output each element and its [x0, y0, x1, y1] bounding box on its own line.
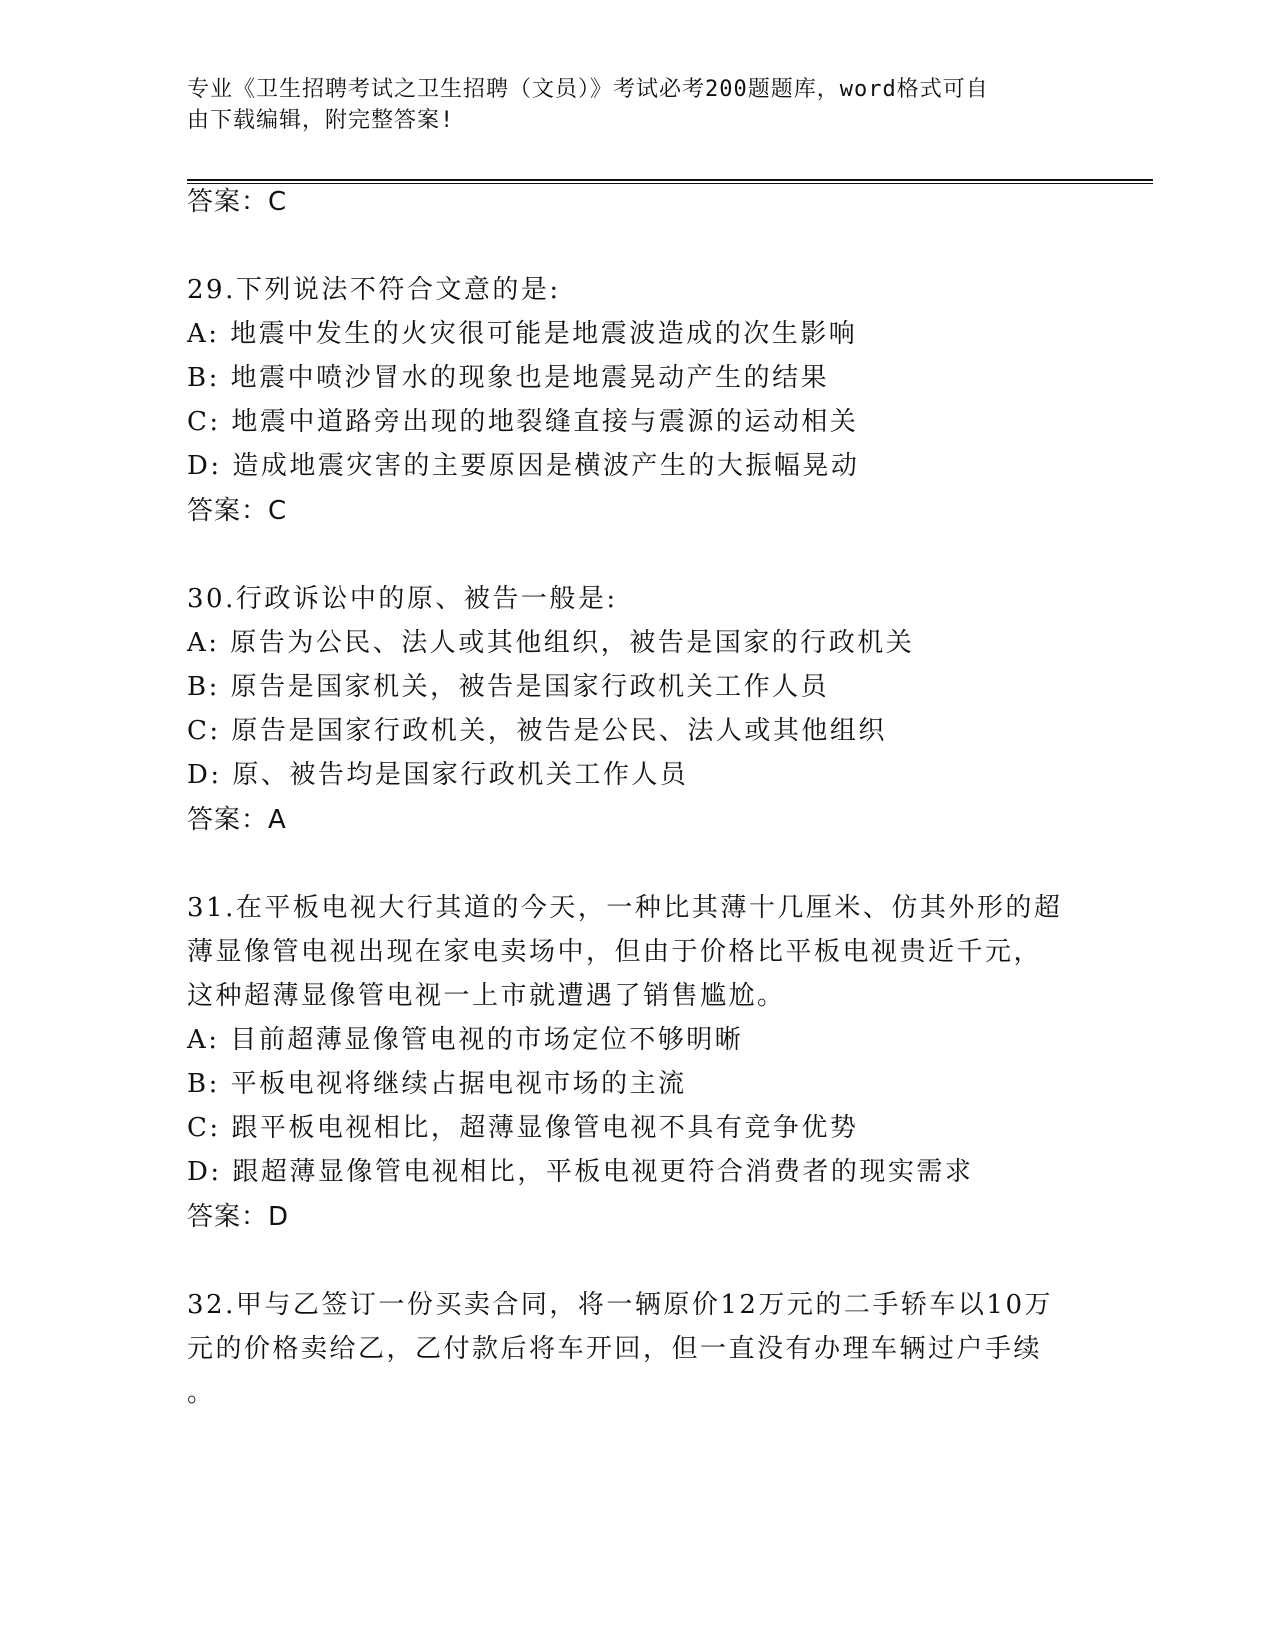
question-31-line-3: 这种超薄显像管电视一上市就遭遇了销售尴尬。 [187, 981, 786, 1011]
question-29-option-d: D: 造成地震灾害的主要原因是横波产生的大振幅晃动 [187, 451, 860, 481]
document-header [187, 74, 1067, 136]
question-30-option-b: B: 原告是国家机关，被告是国家行政机关工作人员 [187, 672, 830, 702]
header-line-1: 专业《卫生招聘考试之卫生招聘（文员）》考试必考200题题库，word格式可自 [187, 77, 989, 102]
answer-30: 答案：A [187, 805, 287, 835]
question-31-line-1: 31.在平板电视大行其道的今天，一种比其薄十几厘米、仿其外形的超 [187, 893, 1063, 923]
answer-31: 答案：D [187, 1202, 290, 1232]
question-30-option-d: D: 原、被告均是国家行政机关工作人员 [187, 760, 689, 790]
answer-29: 答案：C [187, 496, 288, 526]
header-rule-thick [187, 179, 1153, 181]
question-32-line-1: 32.甲与乙签订一份买卖合同，将一辆原价12万元的二手轿车以10万 [187, 1290, 1054, 1320]
header-line-2: 由下载编辑，附完整答案! [187, 108, 455, 133]
question-32-line-2: 元的价格卖给乙，乙付款后将车开回，但一直没有办理车辆过户手续 [187, 1334, 1043, 1364]
question-30-option-c: C: 原告是国家行政机关，被告是公民、法人或其他组织 [187, 716, 887, 746]
question-30: 30.行政诉讼中的原、被告一般是: [187, 584, 618, 614]
question-32-line-3: 。 [187, 1378, 216, 1408]
question-29-option-c: C: 地震中道路旁出现的地裂缝直接与震源的运动相关 [187, 407, 859, 437]
question-29-option-a: A: 地震中发生的火灾很可能是地震波造成的次生影响 [187, 319, 858, 349]
question-31-line-2: 薄显像管电视出现在家电卖场中，但由于价格比平板电视贵近千元， [187, 937, 1043, 967]
question-31-option-c: C: 跟平板电视相比，超薄显像管电视不具有竞争优势 [187, 1113, 859, 1143]
question-31-option-a: A: 目前超薄显像管电视的市场定位不够明晰 [187, 1025, 744, 1055]
question-30-option-a: A: 原告为公民、法人或其他组织，被告是国家的行政机关 [187, 628, 915, 658]
question-31-option-d: D: 跟超薄显像管电视相比，平板电视更符合消费者的现实需求 [187, 1157, 974, 1187]
question-29-option-b: B: 地震中喷沙冒水的现象也是地震晃动产生的结果 [187, 363, 830, 393]
answer-28: 答案：C [187, 187, 288, 217]
question-29: 29.下列说法不符合文意的是: [187, 275, 561, 305]
header-rule-thin [187, 183, 1153, 184]
question-31-option-b: B: 平板电视将继续占据电视市场的主流 [187, 1069, 687, 1099]
